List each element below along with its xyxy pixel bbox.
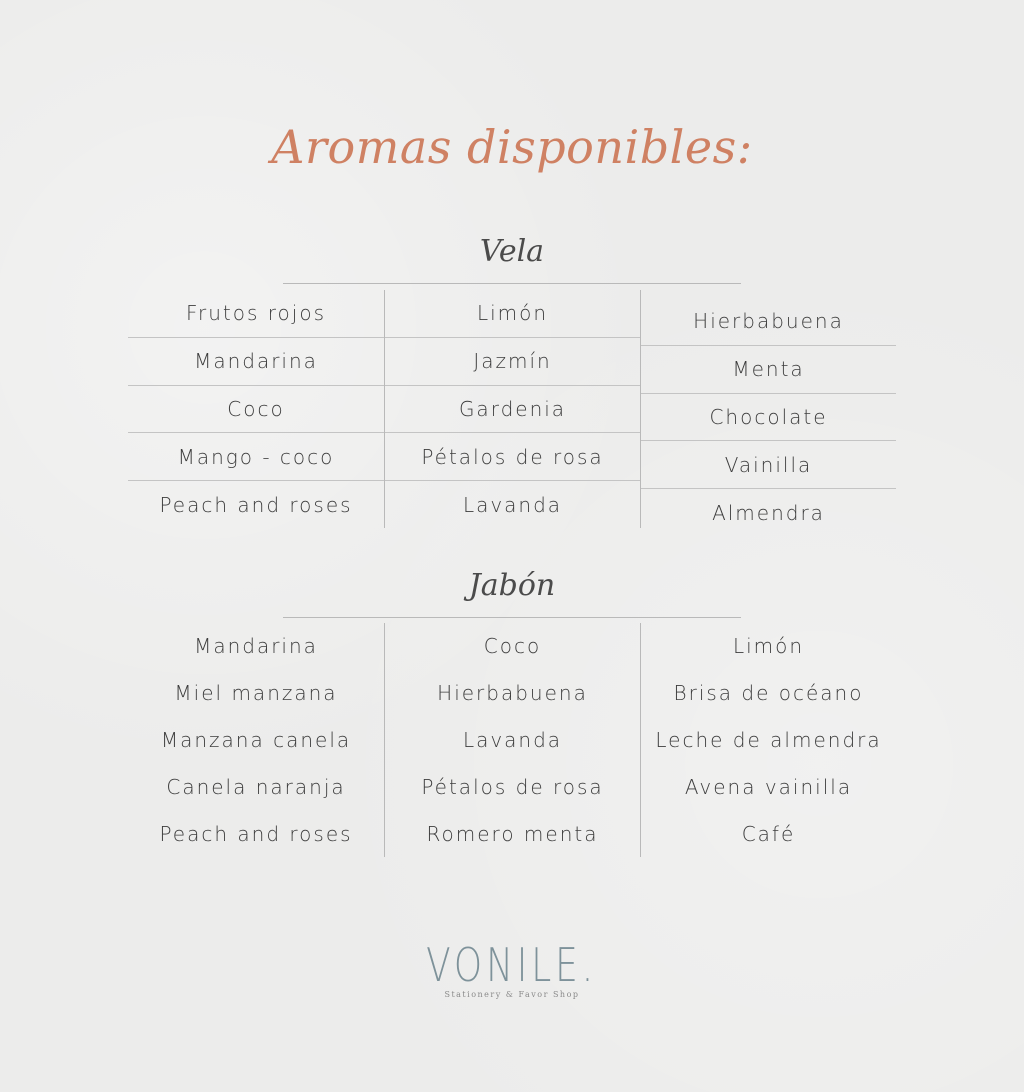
vela-cell: Jazmín bbox=[385, 337, 640, 385]
vela-cell: Chocolate bbox=[641, 393, 896, 441]
vela-cell: Vainilla bbox=[641, 440, 896, 488]
jabon-cell: Miel manzana bbox=[174, 681, 338, 706]
jabon-column-3 bbox=[640, 623, 896, 857]
page-title: Aromas disponibles: bbox=[271, 120, 753, 174]
jabon-cell: Limón bbox=[732, 634, 805, 659]
jabon-cell: Café bbox=[741, 821, 796, 846]
jabon-cell: Avena vainilla bbox=[684, 774, 853, 799]
vela-cell: Almendra bbox=[641, 488, 896, 536]
jabon-cell: Hierbabuena bbox=[437, 681, 588, 706]
vela-cell: Hierbabuena bbox=[693, 309, 844, 334]
vela-heading-rule bbox=[283, 283, 741, 284]
vela-heading: Vela bbox=[479, 234, 545, 269]
jabon-cell: Coco bbox=[483, 634, 542, 659]
jabon-table bbox=[128, 623, 896, 857]
jabon-cell: Leche de almendra bbox=[655, 727, 882, 752]
vela-column-3 bbox=[640, 290, 896, 528]
jabon-column-1 bbox=[128, 623, 384, 857]
jabon-cell: Manzana canela bbox=[160, 727, 352, 752]
jabon-cell: Brisa de océano bbox=[673, 681, 864, 706]
vela-table bbox=[128, 290, 896, 528]
jabon-cell: Mandarina bbox=[194, 634, 318, 659]
vela-cell: Peach and roses bbox=[128, 480, 384, 528]
jabon-column-2 bbox=[384, 623, 640, 857]
vela-cell: Coco bbox=[128, 385, 384, 433]
jabon-cell: Canela naranja bbox=[166, 774, 346, 799]
vela-cell: Lavanda bbox=[385, 480, 640, 528]
jabon-cell: Lavanda bbox=[462, 727, 563, 752]
vela-cell: Mandarina bbox=[128, 337, 384, 385]
logo-tagline: Stationery & Favor Shop bbox=[444, 990, 580, 999]
jabon-cell: Peach and roses bbox=[159, 821, 353, 846]
vela-cell: Menta bbox=[641, 345, 896, 393]
vela-cell: Mango - coco bbox=[128, 432, 384, 480]
jabon-heading: Jabón bbox=[468, 568, 556, 603]
vela-column-1 bbox=[128, 290, 384, 528]
brand-logo bbox=[0, 938, 1024, 999]
jabon-cell: Romero menta bbox=[426, 821, 599, 846]
vela-cell: Pétalos de rosa bbox=[385, 432, 640, 480]
vela-cell: Limón bbox=[476, 301, 549, 326]
logo-wordmark: VONILE. bbox=[426, 938, 598, 992]
vela-cell: Frutos rojos bbox=[185, 301, 327, 326]
vela-cell: Gardenia bbox=[385, 385, 640, 433]
vela-column-2 bbox=[384, 290, 640, 528]
jabon-cell: Pétalos de rosa bbox=[421, 774, 604, 799]
jabon-heading-rule bbox=[283, 617, 741, 618]
